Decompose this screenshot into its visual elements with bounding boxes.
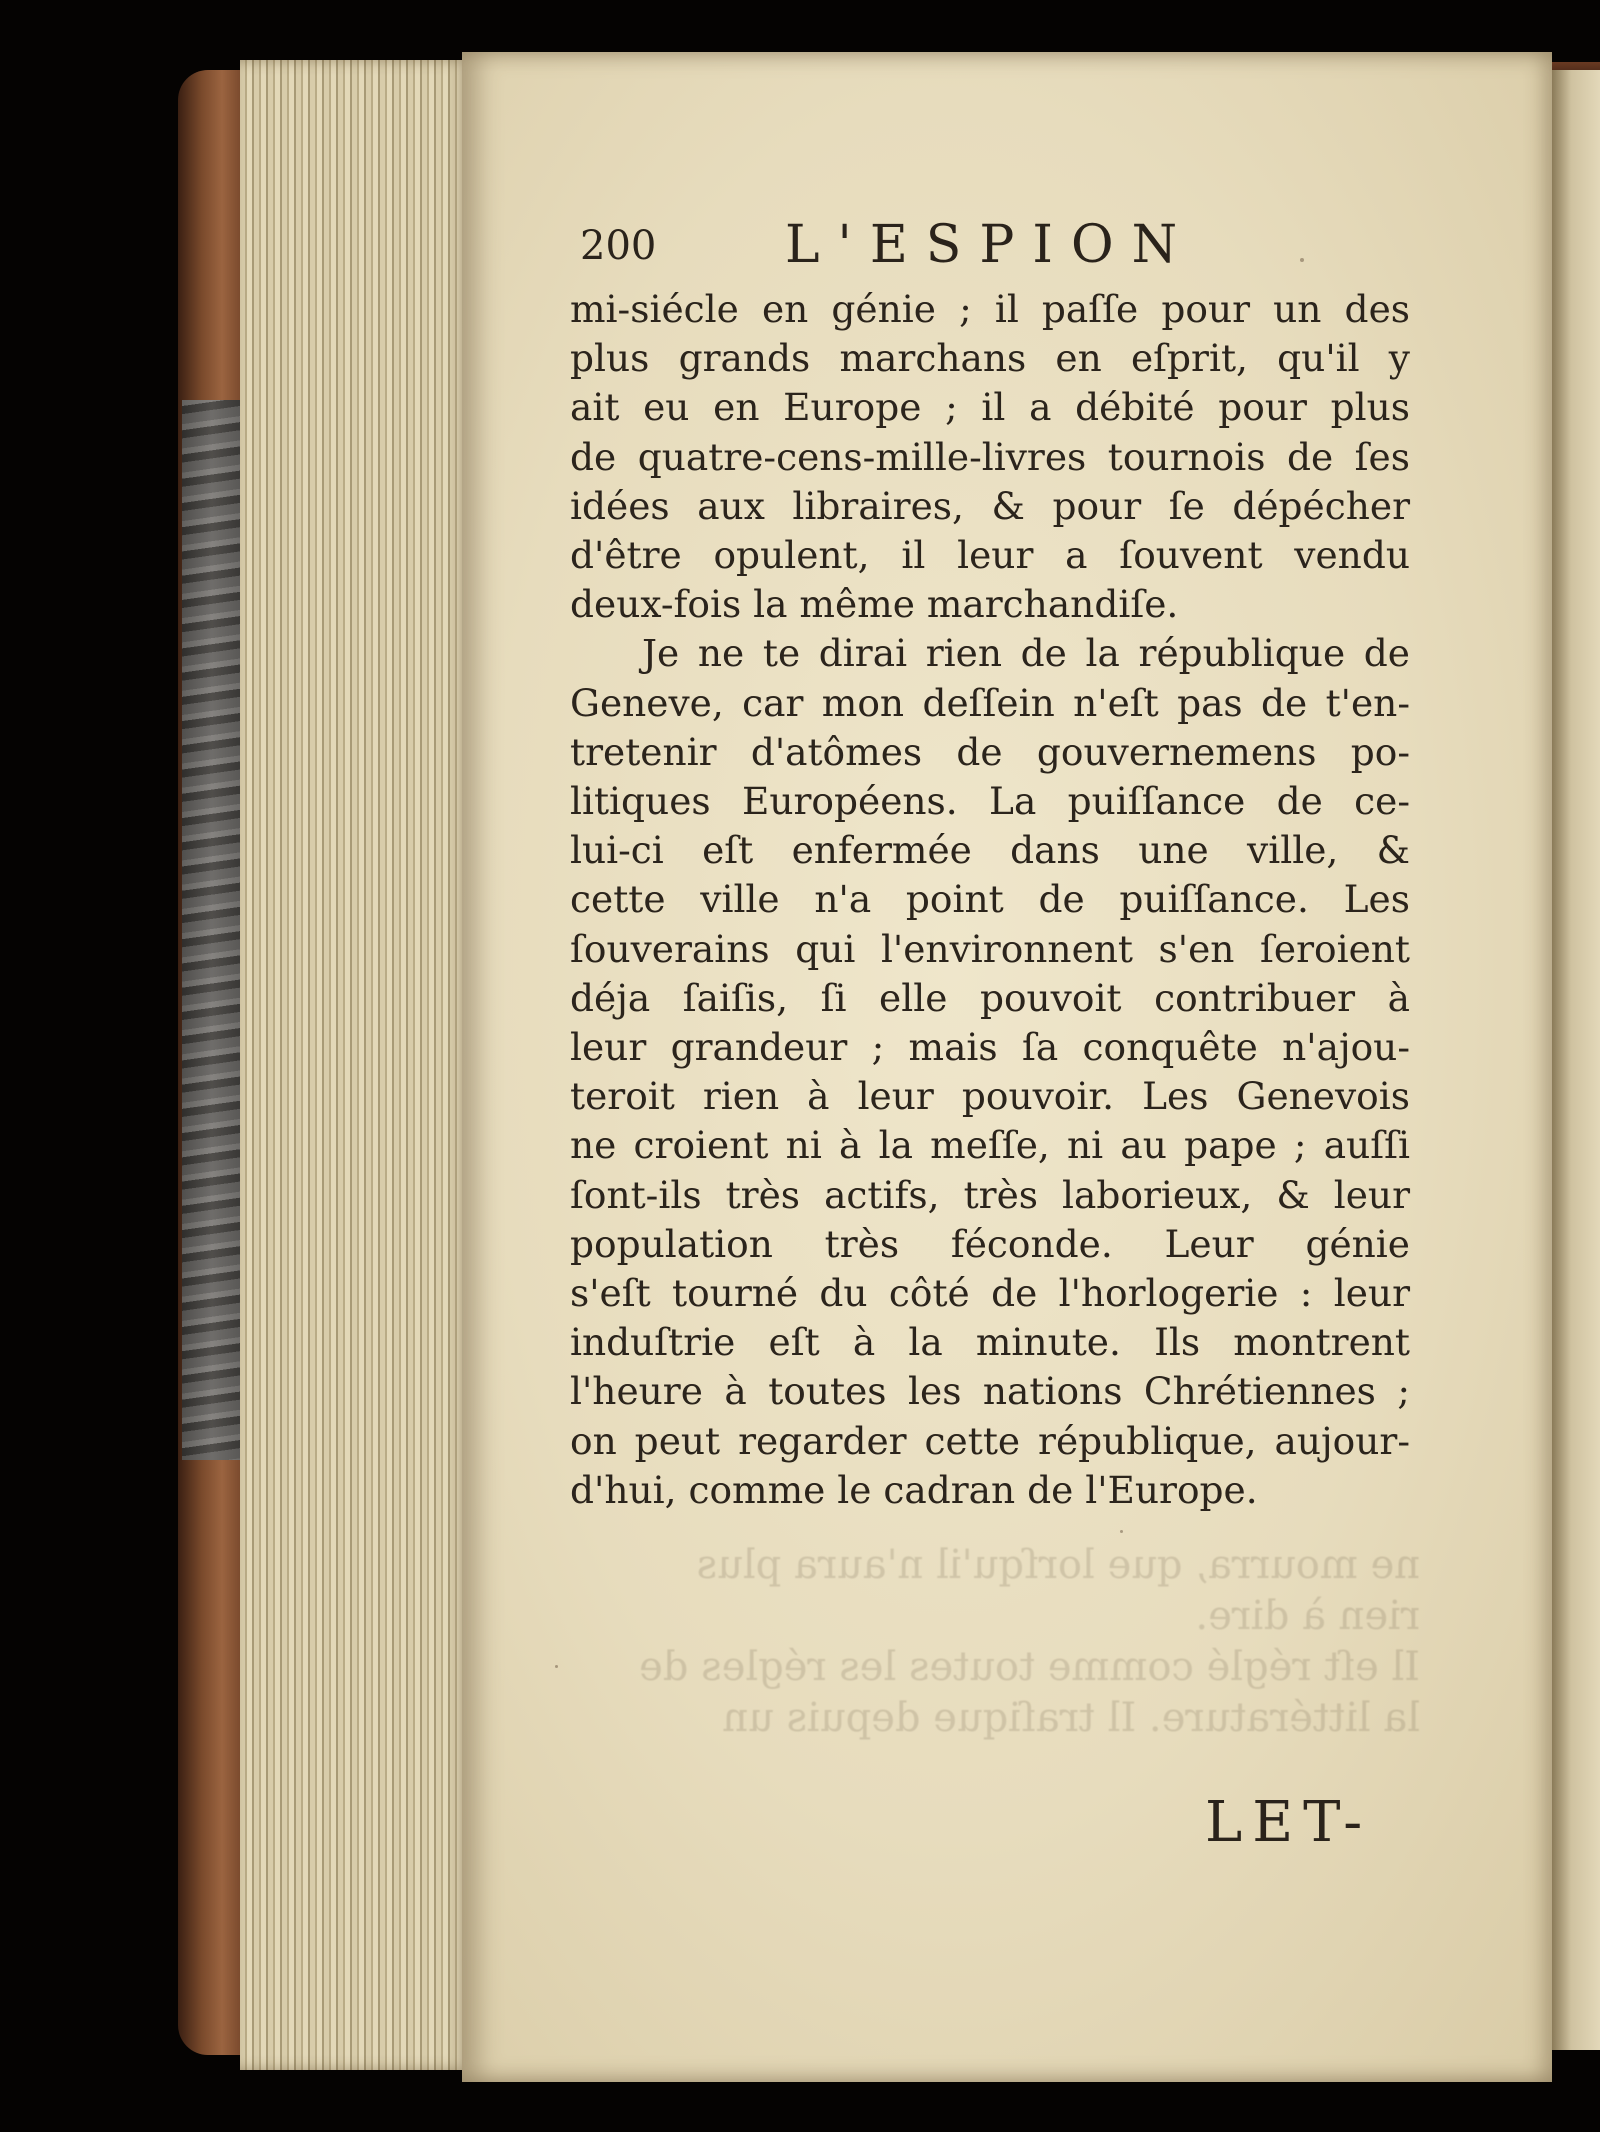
running-head [580, 215, 1320, 275]
text-line: on peut regarder cette république, aujour- [570, 1418, 1410, 1463]
text-line: ait eu en Europe ; il a débité pour plus [570, 385, 1410, 430]
dust-speck [1300, 258, 1304, 262]
text-line: leur grandeur ; mais ſa conquête n'ajou- [570, 1025, 1410, 1070]
show-through-text: ne mourra, que lorſqu'il n'aura plus rien à dire. Il eſt réglé comme toutes les régles de la littérature. Il traſique depuis un [639, 1542, 1420, 1741]
marbled-endpaper [182, 400, 242, 1460]
dust-speck [555, 1665, 558, 1668]
text-line: plus grands marchans en eſprit, qu'il y [570, 336, 1410, 381]
page-edges-stack [240, 60, 470, 2070]
dust-speck [1120, 1530, 1123, 1533]
text-line: teroit rien à leur pouvoir. Les Genevois [570, 1074, 1410, 1119]
text-line: d'être opulent, il leur a ſouvent vendu [570, 533, 1410, 578]
text-line: litiques Européens. La puiſſance de ce- [570, 779, 1410, 824]
text-line: deux-fois la même marchandiſe. [570, 582, 1179, 627]
text-line: lui-ci eſt enfermée dans une ville, & [570, 828, 1410, 873]
text-line: mi-siécle en génie ; il paſſe pour un des [570, 287, 1410, 331]
text-line: cette ville n'a point de puiſſance. Les [570, 877, 1410, 922]
running-title: L'ESPION [785, 215, 1196, 275]
facing-page-edge [1552, 70, 1600, 2050]
text-line: de quatre-cens-mille-livres tournois de ſes [570, 434, 1410, 479]
paragraph-start-line: Je ne te dirai rien de la république de [642, 631, 1410, 676]
text-line: tretenir d'atômes de gouvernemens po- [570, 729, 1410, 774]
text-line: idées aux libraires, & pour ſe dépécher [570, 483, 1410, 528]
text-line: s'eſt tourné du côté de l'horlogerie : leur [570, 1271, 1410, 1316]
text-line: Geneve, car mon deſſein n'eſt pas de t'en- [570, 680, 1410, 725]
body-text [570, 285, 1410, 1515]
text-line: déja ſaiſis, ſi elle pouvoit contribuer à [570, 975, 1410, 1020]
catchword: LET- [1205, 1790, 1373, 1855]
page-number: 200 [580, 223, 657, 269]
text-line: ſont-ils très actifs, très laborieux, & leur [570, 1172, 1410, 1217]
text-line: ne croient ni à la meſſe, ni au pape ; auſſi [570, 1123, 1410, 1168]
text-line: ſouverains qui l'environnent s'en ſeroient [570, 926, 1410, 971]
text-line: population très féconde. Leur génie [570, 1221, 1410, 1266]
text-line: d'hui, comme le cadran de l'Europe. [570, 1467, 1258, 1512]
text-line: induſtrie eſt à la minute. Ils montrent [570, 1320, 1410, 1365]
text-line: l'heure à toutes les nations Chrétiennes ; [570, 1369, 1410, 1414]
